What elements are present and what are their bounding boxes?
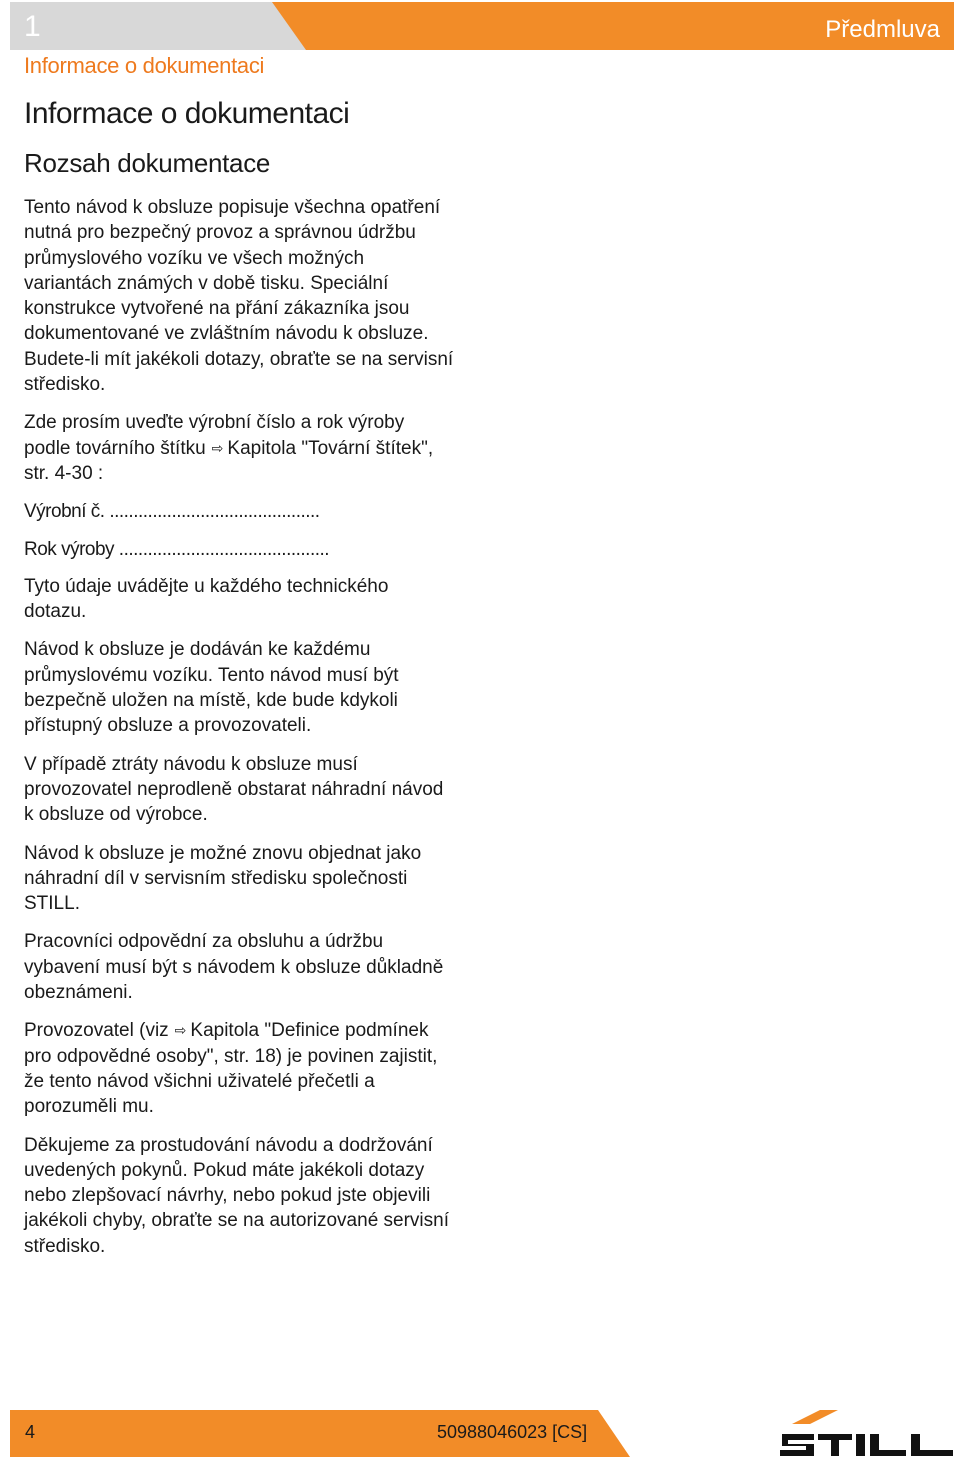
paragraph-text: Zde prosím uveďte výrobní číslo a rok výroby podle továrního štítku <box>24 412 405 459</box>
arrow-right-outline-icon: ⇨ <box>211 439 224 456</box>
body-text <box>24 195 454 1272</box>
section-name: Předmluva <box>825 16 940 43</box>
section-subtitle: Rozsah dokumentace <box>24 148 271 178</box>
document-number: 50988046023 [CS] <box>437 1422 588 1442</box>
chapter-number: 1 <box>24 10 41 43</box>
page-title: Informace o dokumentaci <box>24 97 350 130</box>
paragraph-serial-instruction <box>24 410 454 486</box>
paragraph-delivery: Návod k obsluze je dodáván ke každému průmyslovému vozíku. Tento návod musí být bezpečně uložen na místě, kde bude kdykoli přístupný obsluze a provozovateli. <box>24 639 399 737</box>
page-number: 4 <box>25 1422 36 1442</box>
page-footer <box>10 1410 630 1457</box>
paragraph-thanks: Děkujeme za prostudování návodu a dodržování uvedených pokynů. Pokud máte jakékoli dotazy nebo zlepšovací návrhy, nebo pokud jste objevili jakékoli chyby, obraťte se na autorizované servisní středisko. <box>24 1134 449 1257</box>
cross-reference-link[interactable]: Kapitola "Tovární štítek", str. 4-30 : <box>24 437 434 484</box>
chapter-header <box>10 2 954 50</box>
arrow-right-outline-icon: ⇨ <box>174 1022 187 1039</box>
paragraph-text: Provozovatel (viz <box>24 1020 169 1042</box>
header-band-graphic <box>10 2 954 50</box>
cross-reference-link[interactable]: Kapitola "Definice podmínek pro odpovědné osoby", str. 18) je povinen zajistit, že tento návod všichni uživatelé přečetli a porozuměli mu. <box>24 1020 438 1118</box>
running-title: Informace o dokumentaci <box>24 53 265 78</box>
paragraph-scope: Tento návod k obsluze popisuje všechna opatření nutná pro bezpečný provoz a správnou údržbu průmyslového vozíku ve všech možných variantách známých v době tisku. Speciální konstrukce vytvořené na přání zákazníka jsou dokumentované ve zvláštním návodu k obsluze. Budete-li mít jakékoli dotazy, obraťte se na servisní středisko. <box>24 197 454 396</box>
serial-number-field: Výrobní č. ............................................ <box>24 501 320 523</box>
still-logo <box>780 1410 955 1458</box>
paragraph-technical-queries: Tyto údaje uvádějte u každého technického dotazu. <box>24 575 389 623</box>
paragraph-loss: V případě ztráty návodu k obsluze musí provozovatel neprodleně obstarat náhradní návod k obsluze od výrobce. <box>24 753 444 826</box>
paragraph-personnel: Pracovníci odpovědní za obsluhu a údržbu vybavení musí být s návodem k obsluze důkladně obeznámeni. <box>24 931 444 1004</box>
paragraph-operator <box>24 1018 454 1119</box>
paragraph-reorder: Návod k obsluze je možné znovu objednat jako náhradní díl v servisním středisku společnosti STILL. <box>24 842 422 915</box>
year-of-manufacture-field: Rok výroby ............................................ <box>24 538 330 560</box>
